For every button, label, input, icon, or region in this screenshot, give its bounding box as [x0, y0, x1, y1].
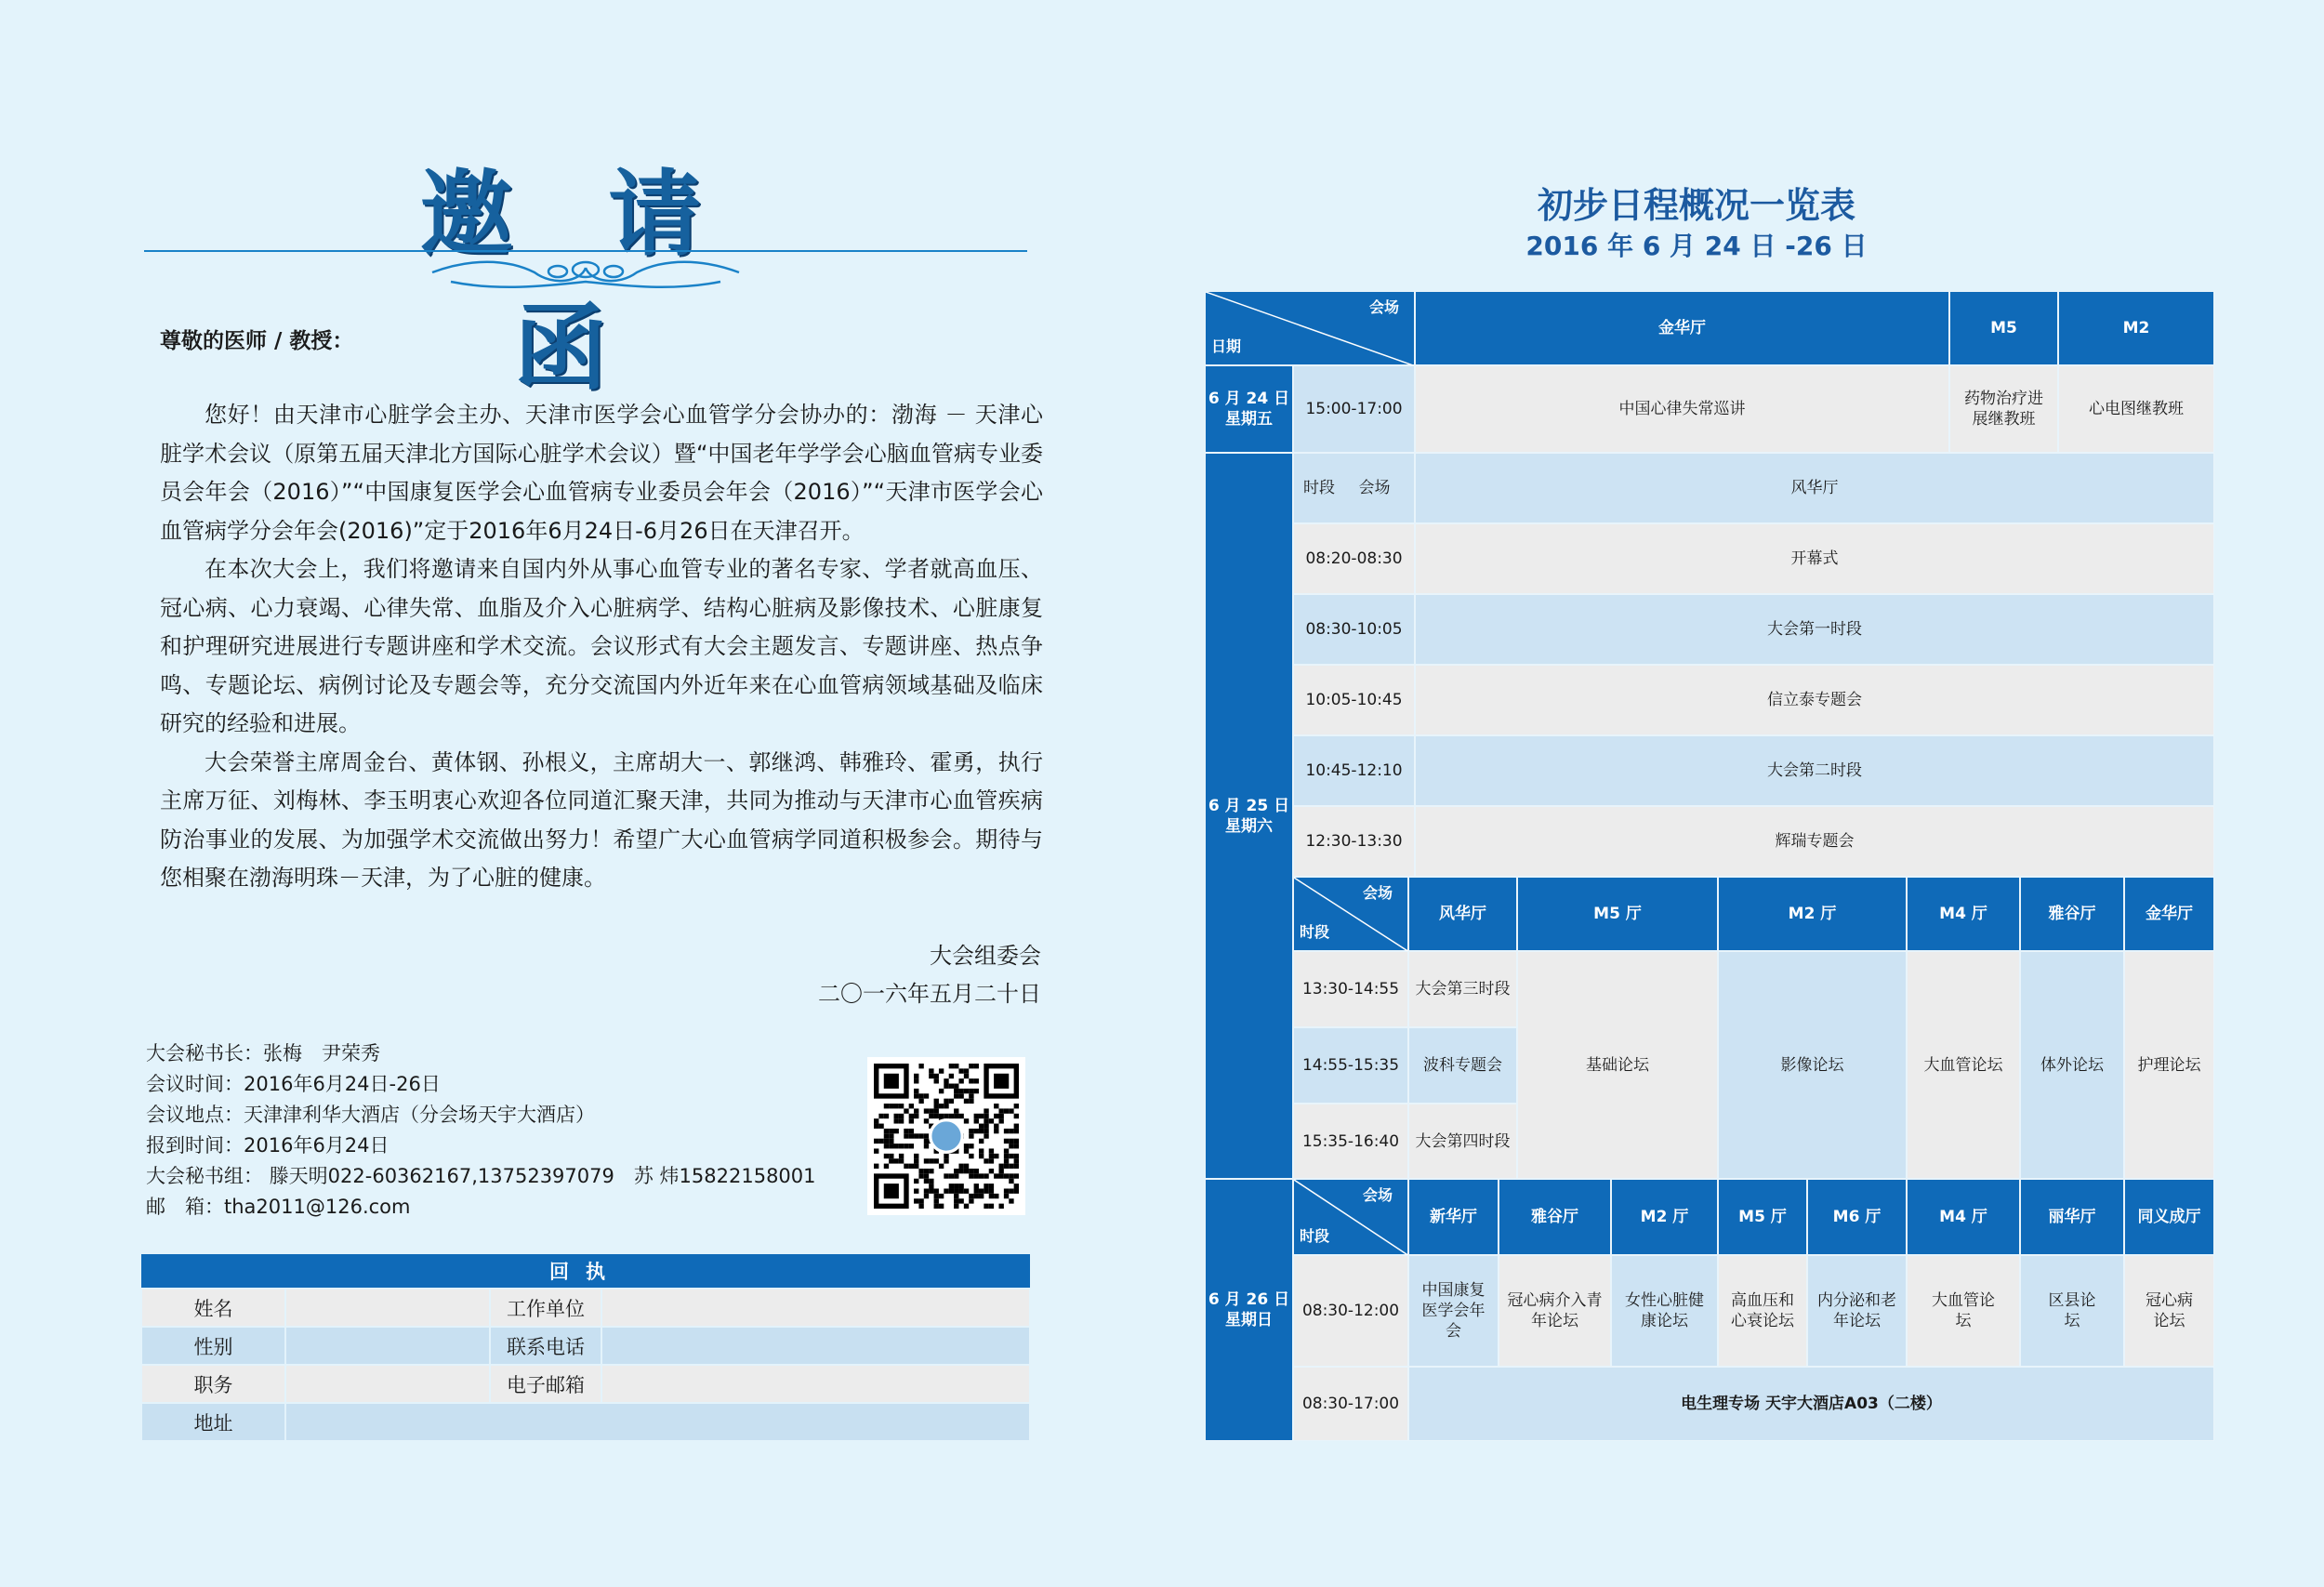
hall-header: 雅谷厅 — [1499, 1179, 1611, 1255]
greeting: 尊敬的医师 / 教授： — [160, 329, 354, 353]
session-cell: 大血管论坛 — [1907, 1255, 2020, 1367]
hall-header: 风华厅 — [1408, 877, 1517, 951]
session-cell: 信立泰专题会 — [1415, 665, 2214, 735]
date-label: 日期 — [1211, 337, 1242, 355]
session-cell: 内分泌和老年论坛 — [1807, 1255, 1907, 1367]
info-line: 会议时间：2016年6月24日-26日 — [146, 1073, 441, 1095]
page-title: 邀 请 函 — [419, 159, 733, 403]
session-cell: 药物治疗进展继教班 — [1949, 365, 2058, 453]
hall-header: 雅谷厅 — [2020, 877, 2124, 951]
info-line: 报到时间：2016年6月24日 — [146, 1134, 390, 1157]
date-jun26 — [1205, 1179, 1293, 1441]
reply-form-header: 回执 — [141, 1254, 1030, 1289]
hall-header: M2 厅 — [1611, 1179, 1718, 1255]
date-text: 6 月 25 日 — [1208, 796, 1290, 815]
date-text: 6 月 24 日 — [1208, 390, 1290, 408]
slot-venue-label — [1293, 453, 1415, 523]
weekday-text: 星期日 — [1225, 1311, 1273, 1329]
session-cell: 电生理专场 天宇大酒店A03（二楼） — [1408, 1367, 2214, 1441]
hall-m5-header: M5 — [1949, 291, 2058, 365]
time-slot: 08:30-10:05 — [1293, 594, 1415, 665]
email-field[interactable] — [601, 1365, 1030, 1403]
session-cell: 女性心脏健康论坛 — [1611, 1255, 1718, 1367]
session-cell: 冠心病论坛 — [2124, 1255, 2214, 1367]
venue-label: 会场 — [1362, 884, 1393, 902]
hall-fenghua: 风华厅 — [1415, 453, 2214, 523]
signature-block — [651, 937, 1041, 1013]
address-label: 地址 — [141, 1403, 285, 1441]
time-slot: 10:05-10:45 — [1293, 665, 1415, 735]
date-jun24 — [1205, 365, 1293, 453]
paragraph: 大会荣誉主席周金台、黄体钢、孙根义，主席胡大一、郭继鸿、韩雅玲、霍勇，执行主席万征、刘梅林、李玉明衷心欢迎各位同道汇聚天津，共同为推动与天津市心血管疾病防治事业的发展、为加强学术交流做出努力！希望广大心血管病学同道积极参会。期待与您相聚在渤海明珠－天津，为了心脏的健康。 — [160, 748, 1043, 891]
gender-label: 性别 — [141, 1327, 285, 1365]
name-field[interactable] — [285, 1289, 490, 1327]
info-line: 大会秘书长：张梅 尹荣秀 — [146, 1042, 380, 1065]
email-label: 电子邮箱 — [490, 1365, 601, 1403]
time-slot: 08:30-17:00 — [1293, 1367, 1408, 1441]
session-cell: 波科专题会 — [1408, 1027, 1517, 1104]
title-ornament — [144, 249, 1027, 296]
schedule-page — [1162, 0, 2324, 1587]
time-slot: 15:35-16:40 — [1293, 1104, 1408, 1179]
time-slot: 10:45-12:10 — [1293, 735, 1415, 806]
header-corner — [1205, 291, 1415, 365]
slot-label: 时段 — [1303, 479, 1335, 497]
venue-label: 会场 — [1362, 1186, 1393, 1204]
session-cell: 区县论坛 — [2020, 1255, 2124, 1367]
hall-header: M4 厅 — [1907, 877, 2020, 951]
hall-jinhua-header: 金华厅 — [1415, 291, 1949, 365]
slot-label: 时段 — [1300, 923, 1330, 941]
weekday-text: 星期五 — [1225, 410, 1273, 429]
d26-header-corner — [1293, 1179, 1408, 1255]
hall-header: M4 厅 — [1907, 1179, 2020, 1255]
time-slot: 15:00-17:00 — [1293, 365, 1415, 453]
session-cell: 大会第四时段 — [1408, 1104, 1517, 1179]
session-cell: 开幕式 — [1415, 523, 2214, 594]
session-cell: 影像论坛 — [1718, 951, 1907, 1179]
venue-label: 会场 — [1358, 479, 1391, 497]
session-cell: 大会第二时段 — [1415, 735, 2214, 806]
hall-header: 新华厅 — [1408, 1179, 1499, 1255]
session-cell: 高血压和心衰论坛 — [1718, 1255, 1807, 1367]
position-field[interactable] — [285, 1365, 490, 1403]
session-cell: 冠心病介入青年论坛 — [1499, 1255, 1611, 1367]
phone-label: 联系电话 — [490, 1327, 601, 1365]
session-cell: 辉瑞专题会 — [1415, 806, 2214, 877]
schedule-date-range: 2016 年 6 月 24 日 -26 日 — [1525, 231, 1868, 261]
paragraph: 在本次大会上，我们将邀请来自国内外从事心血管专业的著名专家、学者就高血压、冠心病、心力衰竭、心律失常、血脂及介入心脏病学、结构心脏病及影像技术、心脏康复和护理研究进展进行专题讲座和学术交流。会议形式有大会主题发言、专题讲座、热点争鸣、专题论坛、病例讨论及专题会等，充分交流国内外近年来在心血管病领域基础及临床研究的经验和进展。 — [160, 556, 1043, 736]
date-jun25 — [1205, 453, 1293, 1179]
session-cell: 大血管论坛 — [1907, 951, 2020, 1179]
time-slot: 08:30-12:00 — [1293, 1255, 1408, 1367]
slot-label: 时段 — [1300, 1227, 1330, 1245]
session-cell: 中国康复医学会年会 — [1408, 1255, 1499, 1367]
info-line: 邮 箱：tha2011@126.com — [146, 1196, 411, 1218]
hall-header: 丽华厅 — [2020, 1179, 2124, 1255]
time-slot: 13:30-14:55 — [1293, 951, 1408, 1027]
paragraph: 您好！由天津市心脏学会主办、天津市医学会心血管学分会协办的：渤海 － 天津心脏学术会议（原第五届天津北方国际心脏学术会议）暨“中国老年学学会心脑血管病专业委员会年会（2016）”“中国康复医学会心血管病专业委员会年会（2016）”“天津市医学会心血管病学分会年会(2016)”定于2016年6月24日-6月26日在天津召开。 — [160, 402, 1043, 544]
contact-info — [146, 1038, 816, 1223]
info-line: 大会秘书组： 滕天明022-60362167,13752397079 苏 炜15822158001 — [146, 1165, 816, 1187]
weekday-text: 星期六 — [1225, 816, 1273, 836]
time-slot: 12:30-13:30 — [1293, 806, 1415, 877]
sign-org: 大会组委会 — [930, 943, 1041, 969]
schedule-title: 初步日程概况一览表 — [1537, 185, 1855, 226]
session-cell: 体外论坛 — [2020, 951, 2124, 1179]
qr-code — [867, 1057, 1025, 1215]
time-slot: 14:55-15:35 — [1293, 1027, 1408, 1104]
hall-header: M5 厅 — [1718, 1179, 1807, 1255]
phone-field[interactable] — [601, 1327, 1030, 1365]
work-unit-field[interactable] — [601, 1289, 1030, 1327]
session-cell: 中国心律失常巡讲 — [1415, 365, 1949, 453]
hall-header: 金华厅 — [2124, 877, 2214, 951]
reply-form — [140, 1254, 1031, 1442]
session-cell: 护理论坛 — [2124, 951, 2214, 1179]
time-slot: 08:20-08:30 — [1293, 523, 1415, 594]
hall-header: M6 厅 — [1807, 1179, 1907, 1255]
venue-label: 会场 — [1368, 298, 1399, 316]
address-field[interactable] — [285, 1403, 1030, 1441]
hall-header: M2 厅 — [1718, 877, 1907, 951]
gender-field[interactable] — [285, 1327, 490, 1365]
session-cell: 基础论坛 — [1517, 951, 1718, 1179]
session-cell: 心电图继教班 — [2058, 365, 2214, 453]
work-unit-label: 工作单位 — [490, 1289, 601, 1327]
hall-header: M5 厅 — [1517, 877, 1718, 951]
schedule-table — [1205, 291, 2324, 1444]
hall-header: 同义成厅 — [2124, 1179, 2214, 1255]
info-line: 会议地点：天津津利华大酒店（分会场天宇大酒店） — [146, 1104, 595, 1126]
session-cell: 大会第三时段 — [1408, 951, 1517, 1027]
hall-m2-header: M2 — [2058, 291, 2214, 365]
pm-header-corner — [1293, 877, 1408, 951]
date-text: 6 月 26 日 — [1208, 1290, 1290, 1309]
sign-date: 二〇一六年五月二十日 — [818, 981, 1041, 1007]
position-label: 职务 — [141, 1365, 285, 1403]
invitation-body — [160, 396, 1043, 898]
session-cell: 大会第一时段 — [1415, 594, 2214, 665]
name-label: 姓名 — [141, 1289, 285, 1327]
